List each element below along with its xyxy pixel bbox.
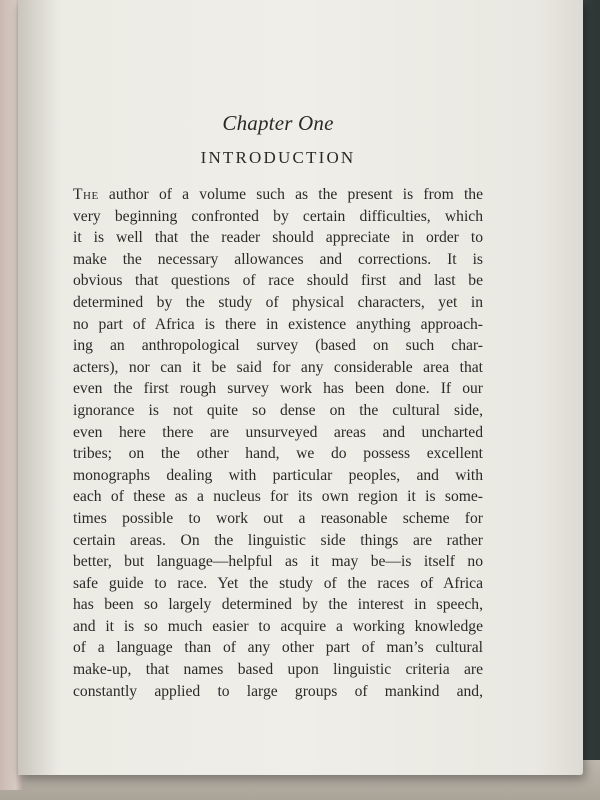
text-line: obvious that questions of race should first and last be	[73, 272, 483, 290]
text-line: even here there are unsurveyed areas and uncharted	[73, 423, 483, 441]
text-line: even the first rough survey work has been done. If our	[73, 380, 483, 398]
text-line: no part of Africa is there in existence anything approach-	[73, 315, 483, 333]
text-line: each of these as a nucleus for its own region it is some-	[73, 488, 483, 506]
text-line: constantly applied to large groups of mankind and,	[73, 682, 483, 700]
text-line: make-up, that names based upon linguistic criteria are	[73, 661, 483, 679]
text-line: of a language than of any other part of man’s cultural	[73, 639, 483, 657]
text-line: it is well that the reader should appreciate in order to	[73, 229, 483, 247]
text-line: ing an anthropological survey (based on such char-	[73, 337, 483, 355]
text-line: monographs dealing with particular peoples, and with	[73, 466, 483, 484]
page-content	[73, 108, 483, 702]
text-line: certain areas. On the linguistic side things are rather	[73, 531, 483, 549]
opening-word: The	[73, 186, 99, 203]
text-line: very beginning confronted by certain difficulties, which	[73, 207, 483, 225]
text-line-first	[73, 184, 483, 206]
text-line: and it is so much easier to acquire a working knowledge	[73, 617, 483, 635]
chapter-label: Chapter One	[222, 111, 334, 135]
text-line: make the necessary allowances and corrections. It is	[73, 250, 483, 268]
text-line: safe guide to race. Yet the study of the races of Africa	[73, 574, 483, 592]
text-line: better, but language—helpful as it may be—is itself no	[73, 553, 483, 571]
text-line: ignorance is not quite so dense on the cultural side,	[73, 401, 483, 419]
first-line-rest: author of a volume such as the present is from the	[98, 186, 483, 203]
text-line: acters), nor can it be said for any considerable area that	[73, 358, 483, 376]
chapter-title: INTRODUCTION	[200, 148, 356, 167]
body-text	[73, 184, 483, 702]
text-line: tribes; on the other hand, we do possess excellent	[73, 445, 483, 463]
text-line: determined by the study of physical characters, yet in	[73, 293, 483, 311]
text-line: times possible to work out a reasonable scheme for	[73, 509, 483, 527]
text-line: has been so largely determined by the interest in speech,	[73, 596, 483, 614]
book-page	[18, 0, 583, 775]
